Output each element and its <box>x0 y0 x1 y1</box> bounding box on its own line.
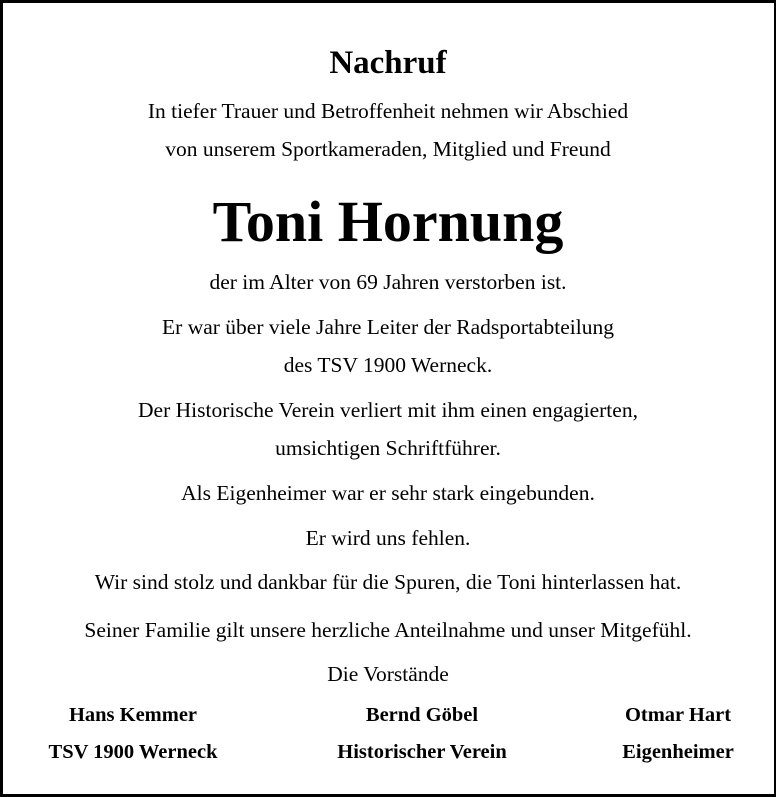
intro-line-1: In tiefer Trauer und Betroffenheit nehmen wir Abschied <box>147 99 629 123</box>
signatory-3-organization: Eigenheimer <box>622 741 734 763</box>
signatory-2-name: Bernd Göbel <box>365 704 479 726</box>
signatory-2-organization: Historischer Verein <box>337 741 507 763</box>
paragraph-1-line-1: Er war über viele Jahre Leiter der Radsportabteilung <box>162 315 614 339</box>
obituary-heading: Nachruf <box>329 45 447 81</box>
paragraph-2-line-2: umsichtigen Schriftführer. <box>275 436 501 460</box>
age-line: der im Alter von 69 Jahren verstorben ist. <box>209 270 567 294</box>
signatory-3-name: Otmar Hart <box>624 704 732 726</box>
intro-line-2: von unserem Sportkameraden, Mitglied und Freund <box>165 137 611 161</box>
deceased-name: Toni Hornung <box>212 189 564 254</box>
signoff: Die Vorstände <box>327 662 449 686</box>
paragraph-6: Seiner Familie gilt unsere herzliche Anteilnahme und unser Mitgefühl. <box>84 618 692 642</box>
paragraph-4: Er wird uns fehlen. <box>305 526 471 550</box>
paragraph-5: Wir sind stolz und dankbar für die Spuren, die Toni hinterlassen hat. <box>94 570 682 594</box>
signatory-1-name: Hans Kemmer <box>68 704 198 726</box>
paragraph-3: Als Eigenheimer war er sehr stark eingebunden. <box>181 481 595 505</box>
signatory-1-organization: TSV 1900 Werneck <box>48 741 218 763</box>
paragraph-2-line-1: Der Historische Verein verliert mit ihm einen engagierten, <box>138 398 638 422</box>
paragraph-1-line-2: des TSV 1900 Werneck. <box>283 353 493 377</box>
